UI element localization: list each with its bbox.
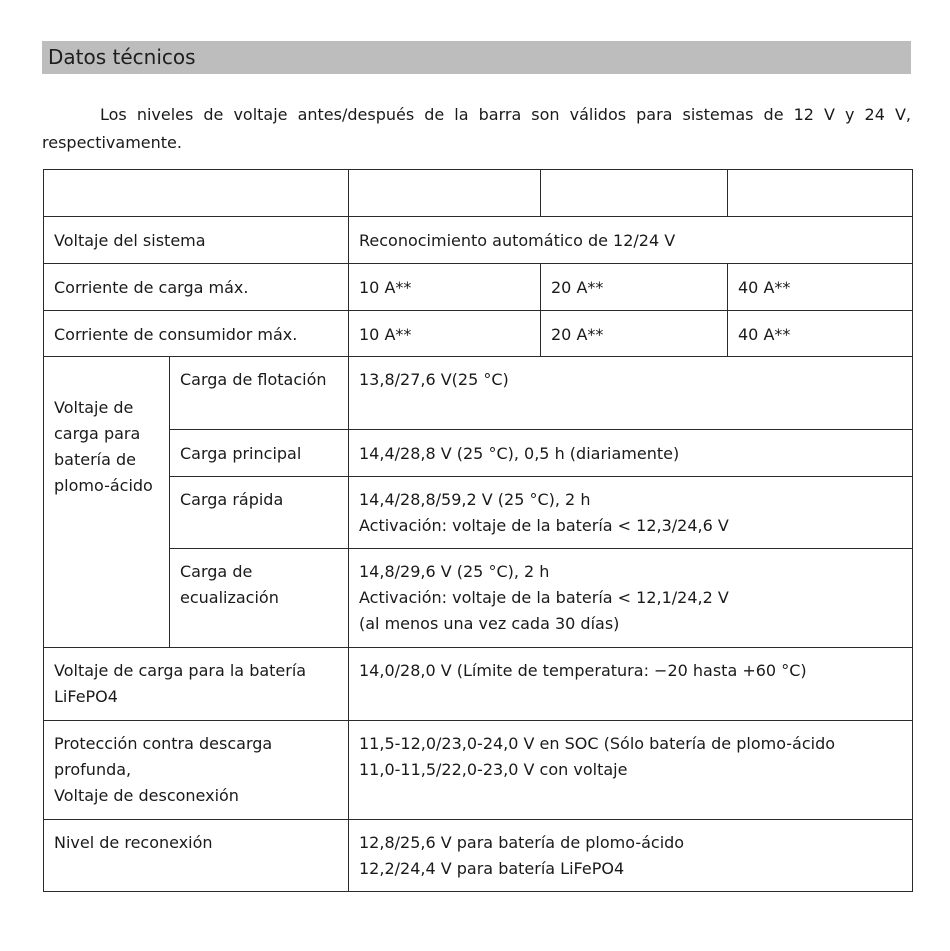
table-row	[44, 264, 913, 311]
row-label: Protección contra descarga profunda, Voltaje de desconexión	[44, 721, 349, 820]
table-row	[44, 549, 913, 648]
sub-label: Carga principal	[170, 430, 349, 477]
sub-label: Carga de flotación	[170, 357, 349, 430]
section-title: Datos técnicos	[42, 41, 911, 74]
sub-label: Carga rápida	[170, 477, 349, 549]
row-value: 14,4/28,8/59,2 V (25 °C), 2 h Activación: voltaje de la batería < 12,3/24,6 V	[349, 477, 913, 549]
header-cell	[728, 170, 913, 217]
row-label: Nivel de reconexión	[44, 820, 349, 892]
row-value: 11,5-12,0/23,0-24,0 V en SOC (Sólo batería de plomo-ácido 11,0-11,5/22,0-23,0 V con voltaje	[349, 721, 913, 820]
row-label: Voltaje de carga para la batería LiFePO4	[44, 648, 349, 721]
row-value: 14,8/29,6 V (25 °C), 2 h Activación: voltaje de la batería < 12,1/24,2 V (al menos una vez cada 30 días)	[349, 549, 913, 648]
table-header-row	[44, 170, 913, 217]
row-value: 40 A**	[728, 264, 913, 311]
row-value: 10 A**	[349, 311, 541, 357]
intro-paragraph: Los niveles de voltaje antes/después de la barra son válidos para sistemas de 12 V y 24 V, respectivamente.	[42, 105, 911, 152]
table-row	[44, 820, 913, 892]
row-value: Reconocimiento automático de 12/24 V	[349, 217, 913, 264]
row-value: 12,8/25,6 V para batería de plomo-ácido 12,2/24,4 V para batería LiFePO4	[349, 820, 913, 892]
row-value: 40 A**	[728, 311, 913, 357]
table-row	[44, 430, 913, 477]
sub-label: Carga de ecualización	[170, 549, 349, 648]
group-label: Voltaje de carga para batería de plomo-ácido	[44, 357, 170, 648]
row-value: 14,0/28,0 V (Límite de temperatura: −20 hasta +60 °C)	[349, 648, 913, 721]
header-cell	[349, 170, 541, 217]
row-label: Corriente de carga máx.	[44, 264, 349, 311]
table-row	[44, 311, 913, 357]
row-value: 13,8/27,6 V(25 °C)	[349, 357, 913, 430]
row-value: 14,4/28,8 V (25 °C), 0,5 h (diariamente)	[349, 430, 913, 477]
row-label: Voltaje del sistema	[44, 217, 349, 264]
row-value: 20 A**	[541, 311, 728, 357]
row-label: Corriente de consumidor máx.	[44, 311, 349, 357]
header-cell	[44, 170, 349, 217]
header-cell	[541, 170, 728, 217]
table-row	[44, 721, 913, 820]
table-row	[44, 357, 913, 430]
row-value: 10 A**	[349, 264, 541, 311]
technical-data-table	[43, 169, 913, 892]
table-row	[44, 648, 913, 721]
row-value: 20 A**	[541, 264, 728, 311]
table-row	[44, 477, 913, 549]
table-row	[44, 217, 913, 264]
